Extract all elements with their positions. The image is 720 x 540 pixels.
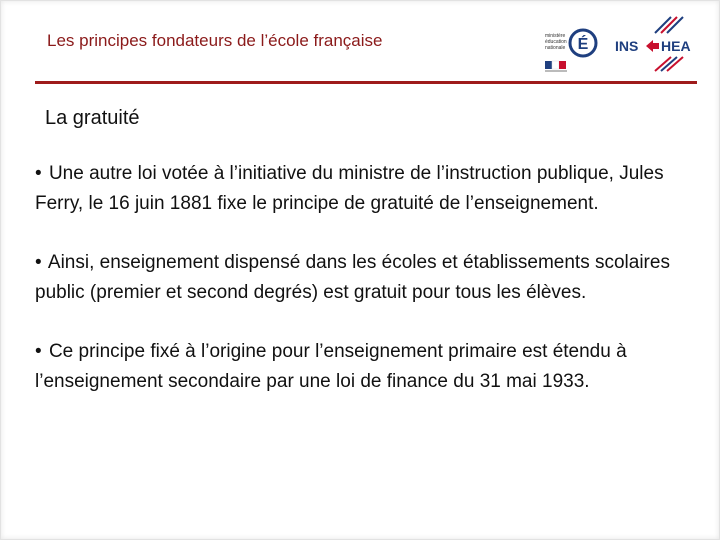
bullet-symbol: • [35, 163, 42, 184]
flag-red [559, 61, 566, 69]
bullet-item-2 [35, 248, 695, 308]
flag-white [552, 61, 559, 69]
ministry-subline [545, 70, 567, 72]
bullet-list [35, 159, 695, 426]
ministry-line-3: nationale [545, 45, 566, 51]
ministry-education-logo [543, 17, 605, 75]
ministry-emblem: É [577, 36, 589, 53]
bullet-item-3 [35, 337, 695, 397]
bullet-symbol: • [35, 341, 42, 362]
svg-text:INS: INS [615, 38, 639, 54]
ministry-line-1: ministère [545, 33, 566, 39]
section-title: La gratuité [45, 107, 140, 129]
ministry-line-2: éducation [545, 39, 567, 45]
header-title: Les principes fondateurs de l’école française [47, 31, 383, 50]
bullet-text-3: Ce principe fixé à l’origine pour l’enseignement primaire est étendu à l’enseignement secondaire par une loi de finance du 31 mai 1933. [35, 341, 627, 392]
bullet-item-1 [35, 159, 695, 219]
svg-text:HEA: HEA [661, 38, 691, 54]
bullet-text-2: Ainsi, enseignement dispensé dans les écoles et établissements scolaires public (premier et second degrés) est gratuit pour tous les élèves. [35, 252, 670, 303]
flag-blue [545, 61, 552, 69]
bullet-text-1: Une autre loi votée à l’initiative du ministre de l’instruction publique, Jules Ferry, le 16 juin 1881 fixe le principe de gratuité de l’enseignement. [35, 163, 664, 214]
bullet-symbol: • [35, 252, 42, 273]
header-divider [35, 81, 697, 84]
inshea-logo [609, 15, 695, 75]
